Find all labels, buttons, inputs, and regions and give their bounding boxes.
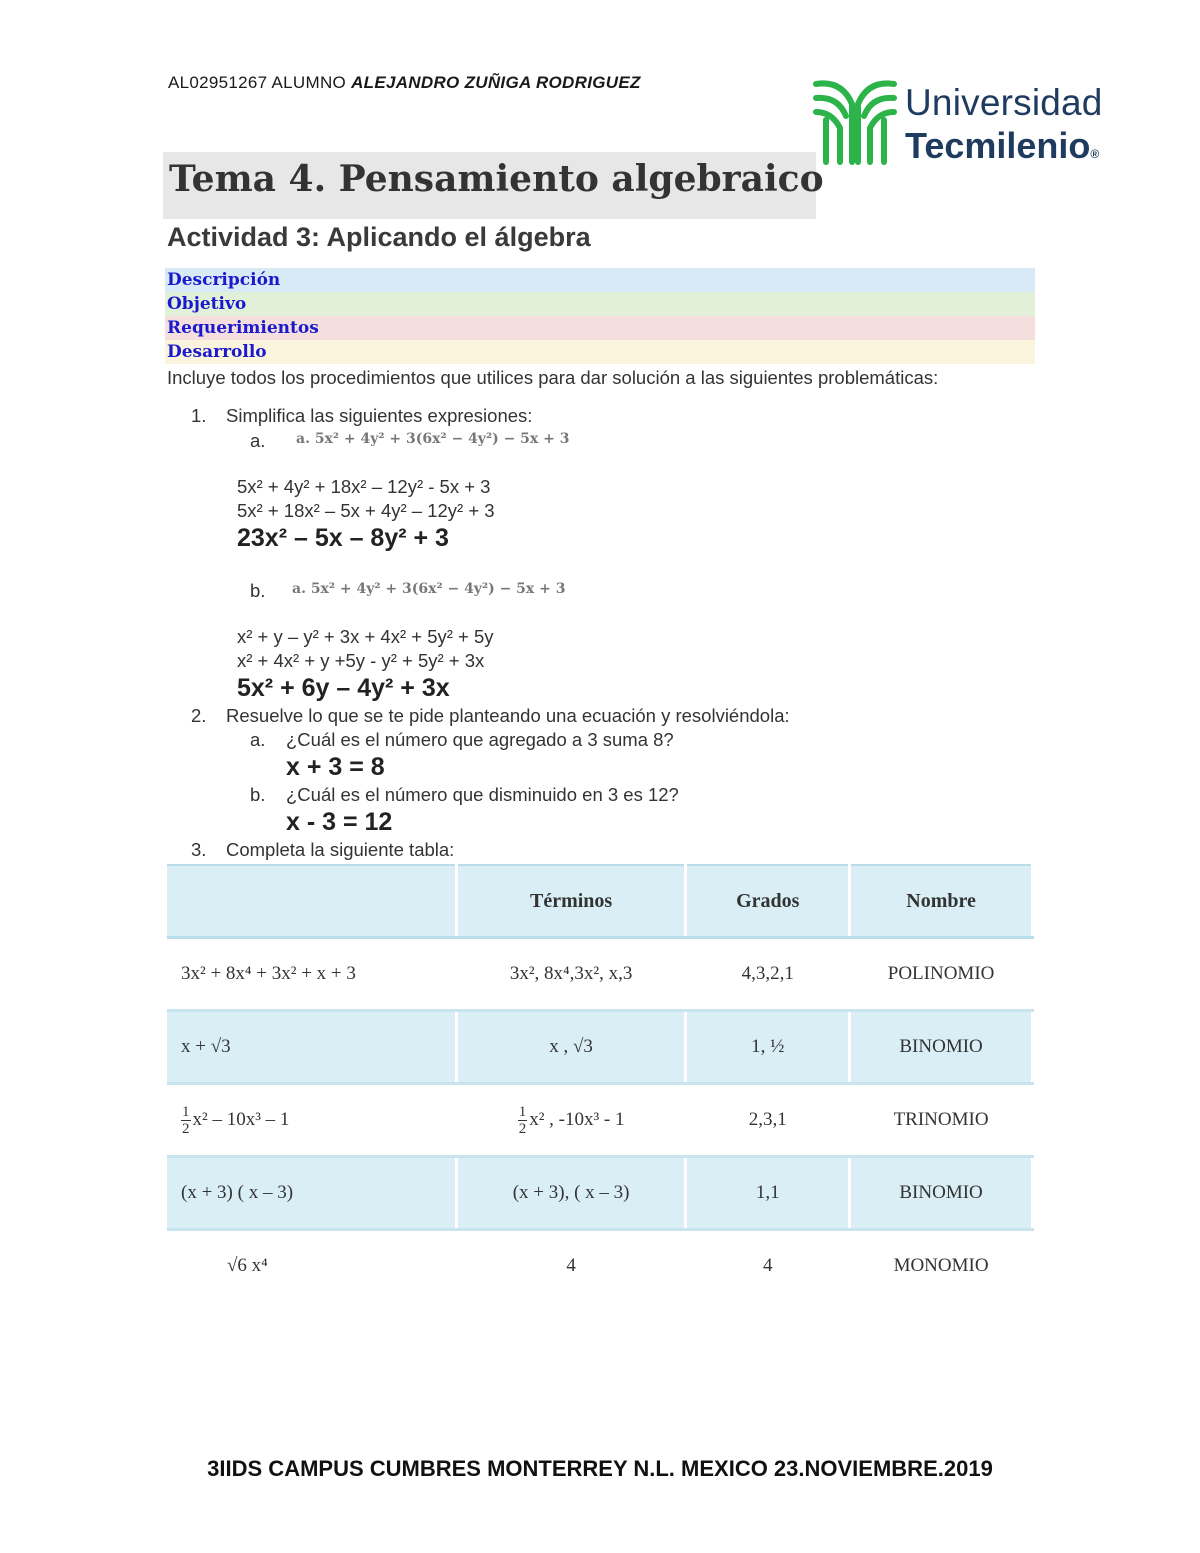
table-row: [167, 938, 1033, 1011]
section-objetivo: [165, 292, 1035, 316]
section-label: Requerimientos: [167, 318, 319, 338]
table-header-cell: [167, 865, 456, 938]
q1b-step1: x² + y – y² + 3x + 4x² + 5y² + 5y: [237, 626, 494, 647]
q2b-answer: x - 3 = 12: [286, 808, 393, 836]
degrees-cell: 4: [686, 1230, 850, 1302]
university-logo: [812, 74, 1132, 168]
q2b-question: ¿Cuál es el número que disminuido en 3 es 12?: [286, 784, 679, 805]
table-row: [167, 1084, 1033, 1157]
table-header-row: [167, 865, 1033, 938]
q2-text: Resuelve lo que se te pide planteando una ecuación y resolviéndola:: [226, 705, 790, 726]
table-header-cell: Grados: [686, 865, 850, 938]
q1b-step2: x² + 4x² + y +5y - y² + 5y² + 3x: [237, 650, 485, 671]
table-row: [167, 1011, 1033, 1084]
fraction: $\frac{1}{2}$: [182, 1103, 190, 1137]
expression-cell: √6 x⁴: [167, 1230, 456, 1302]
logo-text-universidad: Universidad: [905, 82, 1103, 123]
section-requerimientos: [165, 316, 1035, 340]
q2a-question: ¿Cuál es el número que agregado a 3 suma 8?: [286, 729, 674, 750]
degrees-cell: 4,3,2,1: [686, 938, 850, 1011]
table-header-cell: Términos: [456, 865, 686, 938]
intro-text: Incluye todos los procedimientos que utilices para dar solución a las siguientes problemáticas:: [167, 367, 939, 388]
expression-cell: x + √3: [167, 1011, 456, 1084]
section-descripcion: [165, 268, 1035, 292]
q1b-expression-image: a. 5x² + 4y² + 3(6x² − 4y²) − 5x + 3: [292, 581, 566, 597]
q3-number: 3.: [191, 839, 207, 860]
page-footer: 3IIDS CAMPUS CUMBRES MONTERREY N.L. MEXICO 23.NOVIEMBRE.2019: [207, 1456, 993, 1481]
activity-subtitle: Actividad 3: Aplicando el álgebra: [167, 222, 591, 252]
q1a-expression-image: a. 5x² + 4y² + 3(6x² − 4y²) − 5x + 3: [296, 431, 570, 447]
terms-cell: x , √3: [456, 1011, 686, 1084]
table-row: [167, 1230, 1033, 1302]
section-desarrollo: [165, 340, 1035, 364]
q1b-result: 5x² + 6y – 4y² + 3x: [237, 674, 450, 702]
expression-cell: (x + 3) ( x – 3): [167, 1157, 456, 1230]
logo-text-tecmilenio: Tecmilenio®: [905, 125, 1100, 166]
terms-cell: 3x², 8x⁴,3x², x,3: [456, 938, 686, 1011]
title-box: [163, 152, 824, 219]
name-cell: BINOMIO: [850, 1157, 1033, 1230]
terms-cell: $\frac{1}{2}$ x² , -10x³ - 1: [456, 1084, 686, 1157]
q2a-answer: x + 3 = 8: [286, 753, 385, 781]
q2-number: 2.: [191, 705, 207, 726]
q1-number: 1.: [191, 405, 207, 426]
q1-text: Simplifica las siguientes expresiones:: [226, 405, 533, 426]
terms-cell: 4: [456, 1230, 686, 1302]
q3-text: Completa la siguiente tabla:: [226, 839, 455, 860]
expression-cell: $\frac{1}{2}$ x² – 10x³ – 1: [167, 1084, 456, 1157]
table-header-cell: Nombre: [850, 865, 1033, 938]
name-cell: BINOMIO: [850, 1011, 1033, 1084]
terms-cell: (x + 3), ( x – 3): [456, 1157, 686, 1230]
name-cell: POLINOMIO: [850, 938, 1033, 1011]
degrees-cell: 2,3,1: [686, 1084, 850, 1157]
q1a-step2: 5x² + 18x² – 5x + 4y² – 12y² + 3: [237, 500, 495, 521]
q1b-letter: b.: [250, 580, 266, 601]
expression-cell: 3x² + 8x⁴ + 3x² + x + 3: [167, 938, 456, 1011]
student-id: AL02951267 ALUMNO: [168, 73, 347, 92]
fraction: $\frac{1}{2}$: [518, 1103, 527, 1137]
section-label: Objetivo: [167, 294, 247, 314]
table-row: [167, 1157, 1033, 1230]
terms-table: [167, 864, 1034, 1301]
tecmilenio-leaf-icon: [812, 76, 898, 166]
q1a-letter: a.: [250, 430, 266, 451]
q2a-letter: a.: [250, 729, 266, 750]
q2b-letter: b.: [250, 784, 266, 805]
student-name: ALEJANDRO ZUÑIGA RODRIGUEZ: [351, 73, 641, 92]
name-cell: TRINOMIO: [850, 1084, 1033, 1157]
degrees-cell: 1,1: [686, 1157, 850, 1230]
section-label: Desarrollo: [167, 342, 267, 362]
page-title: Tema 4. Pensamiento algebraico: [169, 158, 824, 200]
section-label: Descripción: [167, 270, 281, 290]
q1a-result: 23x² – 5x – 8y² + 3: [237, 524, 449, 552]
degrees-cell: 1, ½: [686, 1011, 850, 1084]
student-header: [168, 73, 641, 93]
q1a-step1: 5x² + 4y² + 18x² – 12y² - 5x + 3: [237, 476, 491, 497]
name-cell: MONOMIO: [850, 1230, 1033, 1302]
